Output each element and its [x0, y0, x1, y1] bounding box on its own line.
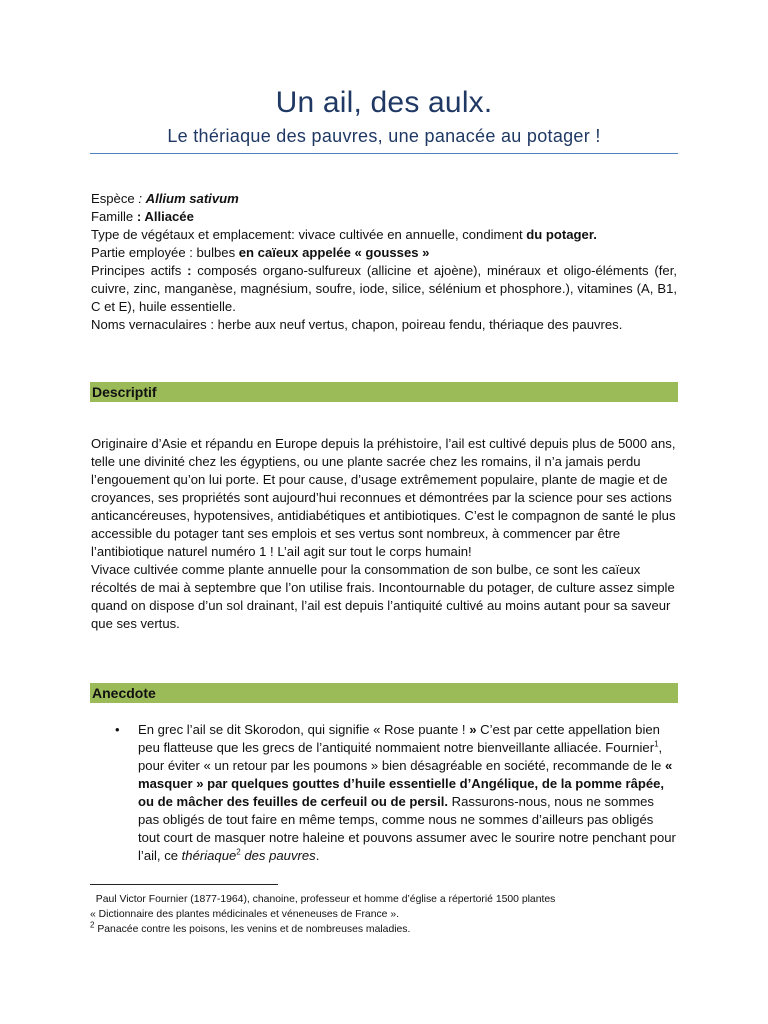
section-header-descriptif: Descriptif — [90, 382, 678, 402]
page-title: Un ail, des aulx. — [275, 86, 493, 119]
footnotes — [90, 892, 680, 937]
fact-espece: Espèce : Allium sativum — [91, 191, 239, 206]
famille-value: Alliacée — [144, 209, 194, 224]
footnote-1: Paul Victor Fournier (1877-1964), chanoine, professeur et homme d’église a répertorié 1500 plantes — [95, 894, 556, 905]
espece-value: Allium sativum — [145, 191, 239, 206]
descriptif-text — [91, 435, 677, 633]
page-subtitle: Le thériaque des pauvres, une panacée au potager ! — [167, 126, 601, 146]
title-divider — [90, 153, 678, 154]
footnote-divider — [90, 884, 278, 885]
fact-type: Type de végétaux et emplacement: vivace cultivée en annuelle, condiment du potager. — [91, 227, 597, 242]
footnote-ref-1[interactable]: 1 — [654, 739, 659, 749]
descriptif-paragraph-2: Vivace cultivée comme plante annuelle pour la consommation de son bulbe, ce sont les caïeux récoltés de mai à septembre que l’on utilise frais. Incontournable du potager, de culture assez simple quand on dispose d’un sol drainant, l’ail est depuis l’antiquité cultivé au moins autant pour sa saveur que ses vertus. — [91, 562, 675, 631]
bullet-icon: • — [115, 722, 120, 737]
section-header-anecdote: Anecdote — [90, 683, 678, 703]
fact-noms: Noms vernaculaires : herbe aux neuf vertus, chapon, poireau fendu, thériaque des pauvres. — [91, 317, 623, 332]
footnote-2: $^2$ Panacée contre les poisons, les venins et de nombreuses maladies. — [90, 920, 411, 935]
fact-partie: Partie employée : bulbes en caïeux appelée « gousses » — [91, 245, 430, 260]
plant-facts — [91, 190, 677, 334]
descriptif-paragraph-1: Originaire d’Asie et répandu en Europe depuis la préhistoire, l’ail est cultivé depuis plus de 5000 ans, telle une divinité chez les égyptiens, ou une plante sacrée chez les romains, il n’a jamais perdu l’engouement qu’on lui porte. Et pour cause, d’usage extrêmement populaire, plante de magie et de croyances, ses propriétés sont aujourd’hui reconnues et démontrées par la science pour ses actions anticancéreuses, hypotensives, antidiabétiques et antibiotiques. C’est le compagnon de santé le plus accessible du potager tant ses emplois et ses vertus sont nombreux, à commencer par être l’antibiotique naturel numéro 1 ! L’ail agit sur tout le corps humain! — [91, 436, 676, 559]
footnote-1-cont: « Dictionnaire des plantes médicinales et véneneuses de France ». — [90, 909, 400, 920]
fact-principes: Principes actifs : composés organo-sulfureux (allicine et ajoène), minéraux et oligo-éléments (fer, cuivre, zinc, manganèse, magnésium, soufre, iode, silice, sélénium et phosphore.), vitamines (A, B1, C et E), huile essentielle. — [91, 263, 677, 314]
footnote-ref-2[interactable]: 2 — [236, 847, 241, 857]
anecdote-list-item — [91, 721, 678, 865]
anecdote-text: En grec l’ail se dit Skorodon, qui signifie « Rose puante ! » C’est par cette appellation bien peu flatteuse que les grecs de l’antiquité nommaient notre bienveillante alliacée. Fournier$^1$, pour éviter « un retour par les poumons » bien désagréable en société, recommande de le « masquer » par quelques gouttes d’huile essentielle d’Angélique, de la pomme râpée, ou de mâcher des feuilles de cerfeuil ou de persil. Rassurons-nous, nous ne sommes pas obligés de tout faire en même temps, comme nous ne sommes d’ailleurs pas obligés tout court de masquer notre haleine et pouvons assumer avec le sourire notre penchant pour l’ail, ce thériaque$^2$ des pauvres. — [138, 722, 676, 863]
fact-famille: Famille : Alliacée — [91, 209, 194, 224]
